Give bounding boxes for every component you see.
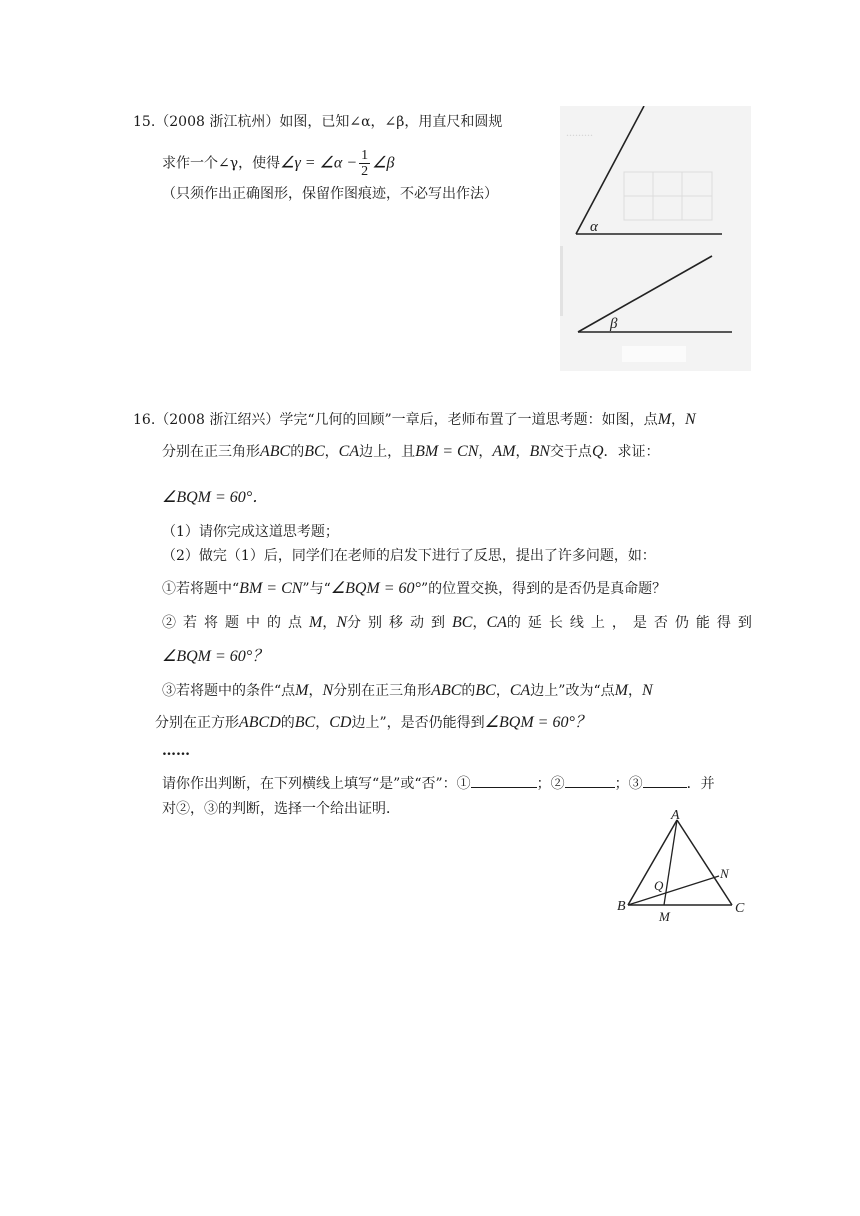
q15-angle-figure [560,106,751,371]
q16-text: 请你作出判断，在下列横线上填写“是”或“否”：① [162,776,471,792]
side-AC [677,820,732,905]
answer-blank-1[interactable] [471,773,537,788]
q16-triangle-figure [612,804,754,928]
q16-line-3-claim: ∠BQM = 60°． [162,489,269,506]
q16-text: ③若将题中的条件“点 [162,683,296,699]
q16-text: ， [472,615,487,631]
q16-number: 16. [133,412,156,428]
math-var: BC [304,443,325,460]
math-var: AM [492,443,516,460]
q15-number: 15. [133,114,156,130]
q16-case-3-cont [155,713,591,733]
beta-label: β [610,316,618,332]
math-var: M [657,411,672,428]
q15-line-1 [133,112,502,132]
math-var: CA [338,443,360,460]
faded-watermark-text: ......... [566,125,593,139]
scan-patch [622,346,686,362]
q16-text: 的 [290,444,305,460]
q15-formula-lhs: ∠γ = ∠α − [280,154,358,172]
q16-text: ①若将题中“ [162,581,240,597]
q16-case-2 [162,613,759,633]
math-var: BC [475,682,496,699]
math-var: CA [509,682,531,699]
math-expr: BM = CN [239,580,303,597]
q16-line-1 [133,410,696,430]
q16-text: ， [627,683,642,699]
q15-line-2 [162,148,394,179]
q16-text: 交于点 [549,444,592,460]
math-var: M [614,682,628,699]
q15-fraction-denominator: 2 [361,164,369,179]
q16-text: 边上”，是否仍能得到 [351,715,485,731]
q16-text: 的 [461,683,476,699]
q16-text: ②若将题中的点 [162,615,309,631]
q15-source: （2008 浙江杭州） [155,114,280,130]
scan-edge-mark [560,246,563,316]
q16-text: ， [322,615,337,631]
q16-text: ， [495,683,510,699]
math-var: M [309,614,323,631]
alpha-label: α [590,219,598,235]
q16-text: ， [515,444,530,460]
math-var: ABC [260,443,291,460]
q16-text: 分别在正方形 [155,715,239,731]
math-var: BN [529,443,550,460]
q15-intro: 如图，已知∠α，∠β，用直尺和圆规 [279,114,503,130]
q16-text: ， [324,444,339,460]
q16-judgement-line [162,773,715,794]
q16-text: ．并 [686,776,715,792]
label-A: A [671,808,680,823]
q16-text: 分别移动到 [347,615,452,631]
q16-line-2 [162,442,660,462]
math-var: N [641,682,653,699]
q16-text: ”与“ [302,581,331,597]
q16-part-1: （1）请你完成这道思考题； [162,524,339,540]
q15-fraction-numerator: 1 [361,148,369,163]
q15-fraction [359,148,370,179]
math-var: BC [294,714,316,731]
label-M: M [659,909,670,924]
math-var: CD [329,714,352,731]
q15-line2-prefix: 求作一个∠γ，使得 [162,155,281,172]
q16-judgement-line-2: 对②，③的判断，选择一个给出证明． [162,801,400,817]
math-var: N [336,614,347,631]
math-var: N [685,411,696,428]
q16-text: ， [478,444,493,460]
q16-ellipsis: …… [162,743,190,759]
q16-text: ”的位置交换，得到的是否仍是真命题？ [420,581,667,597]
math-var: N [322,682,334,699]
answer-blank-2[interactable] [565,773,615,788]
q16-text: ， [671,412,686,428]
q16-text: ， [315,715,330,731]
q16-text: 的 [280,715,295,731]
q16-text: 边上，且 [359,444,416,460]
math-var: BC [452,614,473,631]
q16-text: 分别在正三角形 [333,683,432,699]
answer-blank-3[interactable] [643,773,687,788]
math-var: M [295,682,309,699]
q16-part-2: （2）做完（1）后，同学们在老师的启发下进行了反思，提出了许多问题，如： [162,548,656,564]
q16-text: 边上”改为“点 [530,683,615,699]
q16-text: 学完“几何的回顾”一章后，老师布置了一道思考题：如图，点 [279,412,658,428]
math-var: ABCD [239,714,281,731]
q16-text: ；② [536,776,565,792]
q16-text: 的延长线上，是否仍能得到 [506,615,759,631]
label-N: N [720,866,729,881]
label-B: B [617,899,626,914]
q16-text: ；③ [614,776,643,792]
q16-source: （2008 浙江绍兴） [155,412,280,428]
math-var: CA [486,614,507,631]
q16-case-2-end: ∠BQM = 60°？ [162,648,269,665]
q16-case-1 [162,579,666,599]
label-Q: Q [654,878,664,893]
math-var: ABC [431,682,462,699]
q16-text: ， [308,683,323,699]
q16-text: ．求证： [603,444,660,460]
math-expr: ∠BQM = 60°？ [484,714,591,731]
math-var: Q [591,443,604,460]
math-expr: ∠BQM = 60° [330,580,421,597]
q15-formula-rhs: ∠β [372,154,395,172]
label-C: C [735,901,745,916]
q16-case-3 [162,681,653,701]
math-expr: BM = CN [415,443,479,460]
q15-note: （只须作出正确图形，保留作图痕迹，不必写出作法） [162,186,498,202]
q16-text: 分别在正三角形 [162,444,260,460]
